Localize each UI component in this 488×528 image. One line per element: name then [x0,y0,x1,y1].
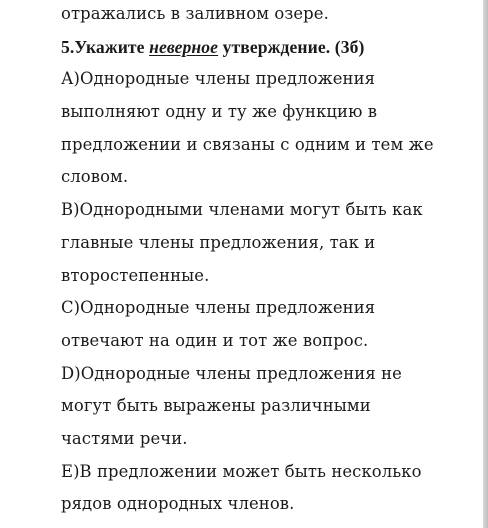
option-a-line-3: предложении и связаны с одним и тем же [61,134,434,154]
option-a [61,63,476,194]
option-b-line-2: главные члены предложения, так и [61,232,376,252]
option-c [61,292,476,357]
option-c-line-1: С)Однородные члены предложения [61,298,376,318]
question-heading [61,31,476,64]
text-block [61,0,476,521]
question-suffix: утверждение. (3б) [218,36,365,57]
option-e [61,456,476,521]
option-a-line-2: выполняют одну и ту же функцию в [61,102,378,122]
option-e-line-2: рядов однородных членов. [61,494,295,514]
option-d-line-1: D)Однородные члены предложения не [61,363,402,383]
option-b-line-1: В)Однородными членами могут быть как [61,200,423,220]
option-d [61,358,476,456]
option-a-line-1: А)Однородные члены предложения [61,69,376,89]
option-b [61,194,476,292]
option-d-line-3: частями речи. [61,428,188,448]
option-d-line-2: могут быть выражены различными [61,396,371,416]
option-b-line-3: второстепенные. [61,265,210,285]
option-c-line-2: отвечают на один и тот же вопрос. [61,330,369,350]
option-e-line-1: Е)В предложении может быть несколько [61,461,422,481]
page-edge-shadow [483,0,488,528]
question-prefix: 5.Укажите [61,36,150,57]
fragment-line: отражались в заливном озере. [61,4,329,23]
question-emphasis: неверное [149,36,219,57]
option-a-line-4: словом. [61,167,129,187]
